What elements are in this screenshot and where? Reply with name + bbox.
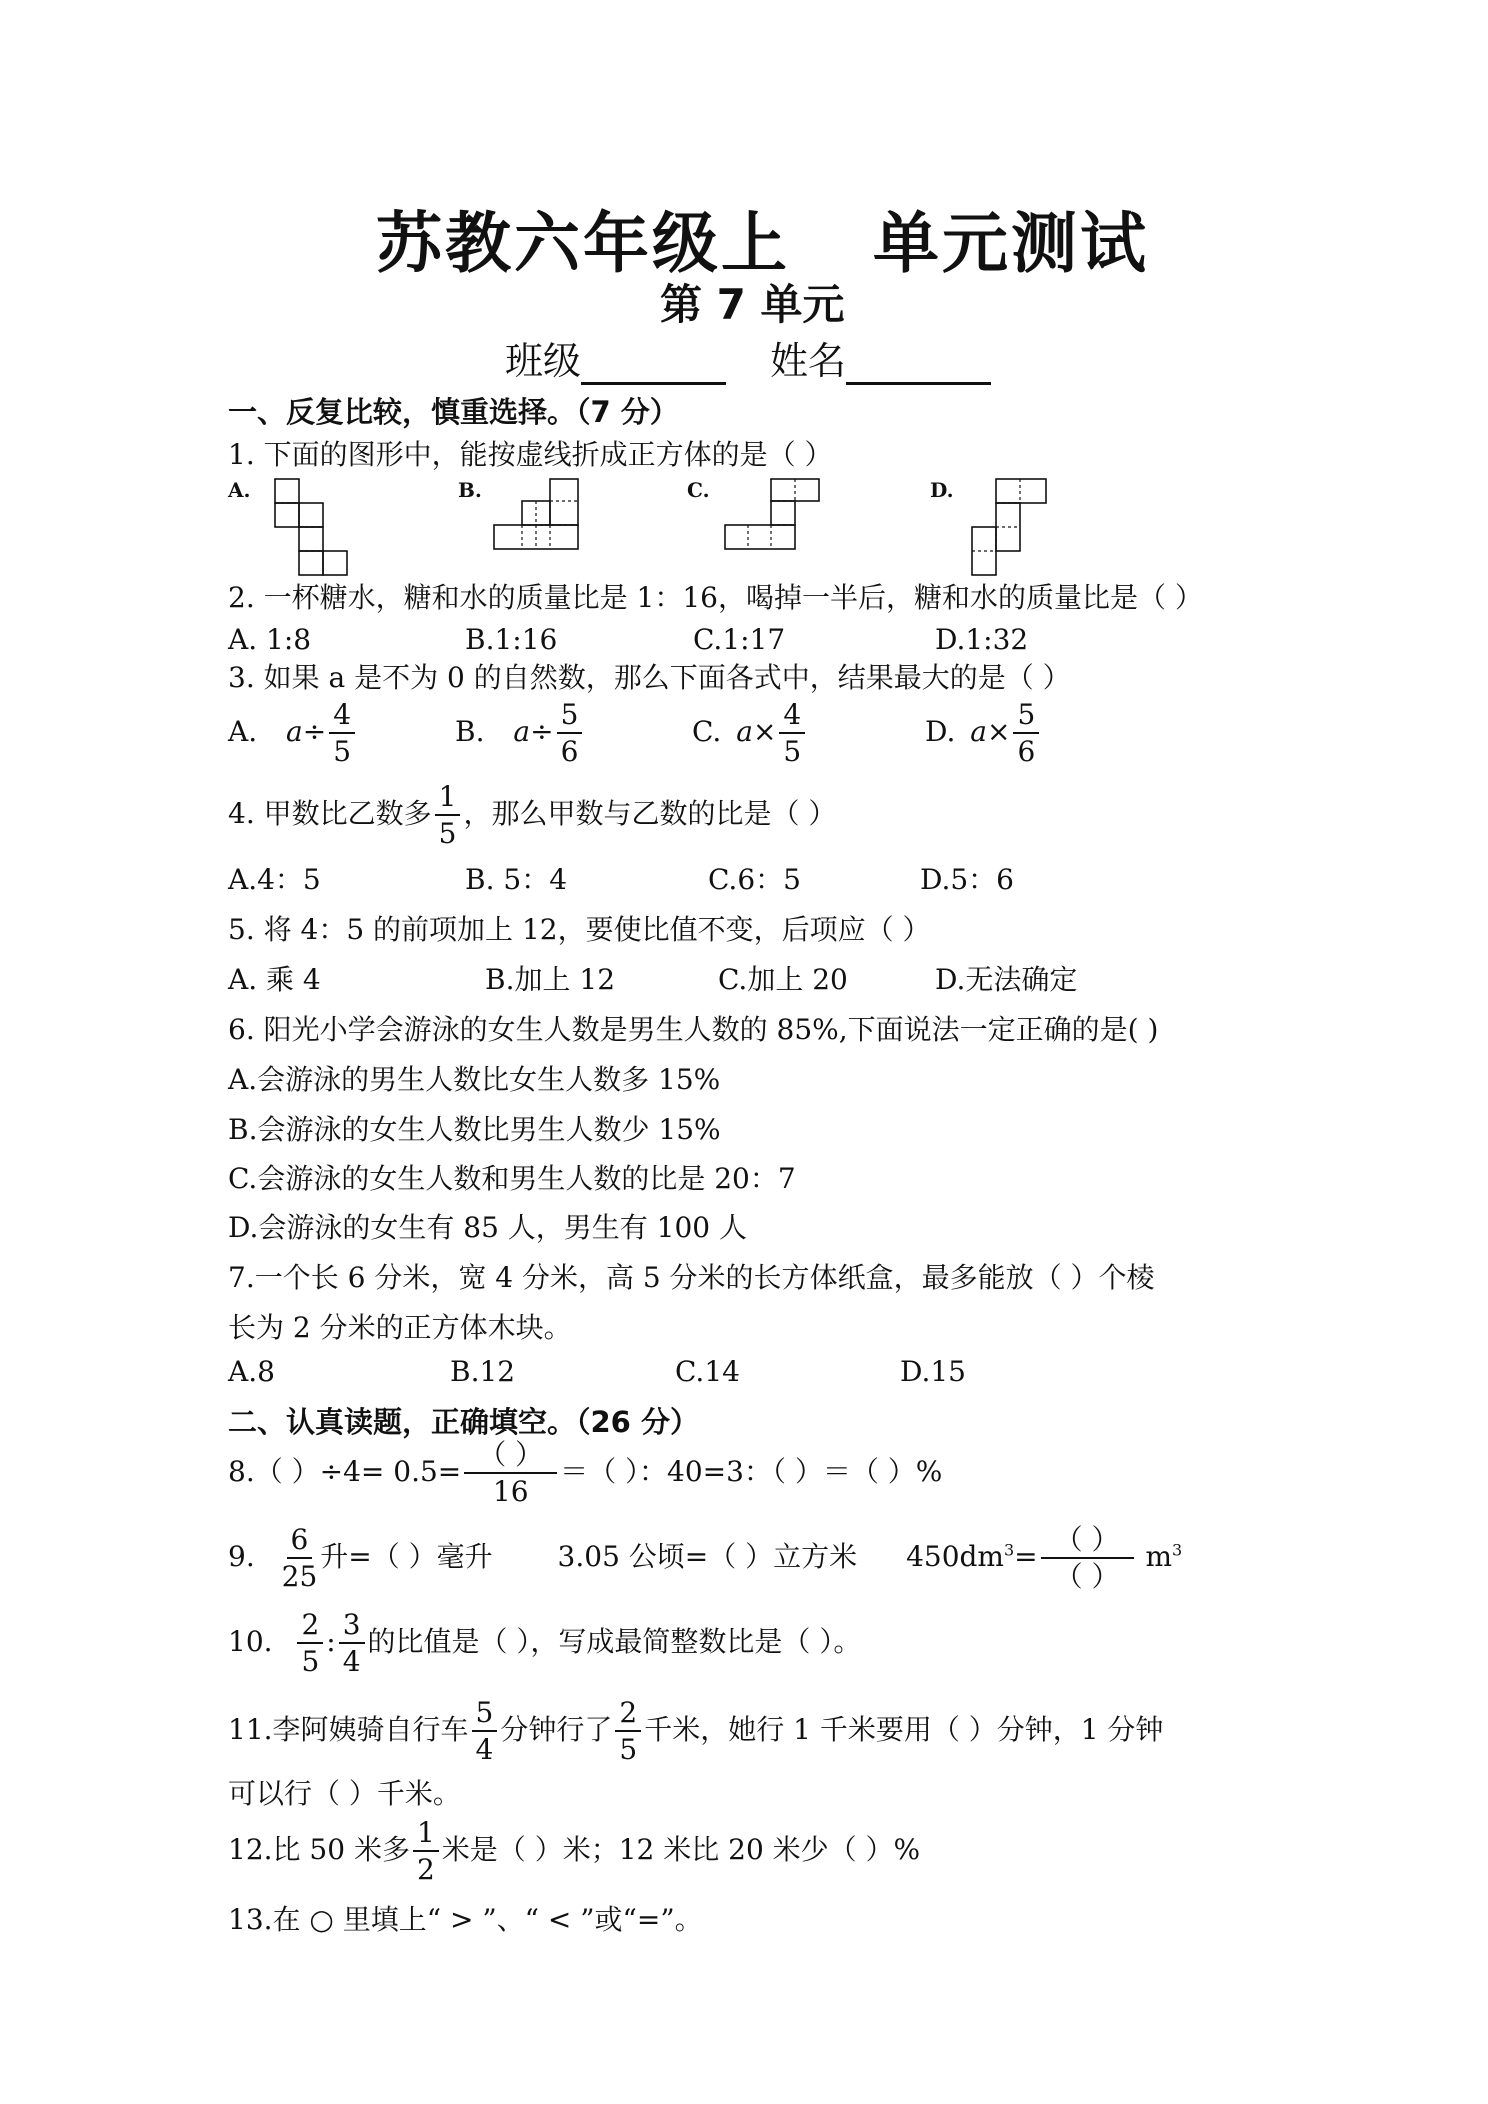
q3-a-var: a <box>286 714 303 748</box>
q3-d-fraction <box>1013 700 1039 767</box>
q12-text <box>228 1818 920 1885</box>
q10-n2: 3 <box>339 1610 365 1644</box>
q5-option-b[interactable]: B.加上 12 <box>485 963 616 996</box>
q1-net-b <box>492 477 582 552</box>
q12-pre: 12.比 50 米多 <box>228 1832 410 1866</box>
q3-d-var: a <box>970 714 987 748</box>
q3-d-num: 5 <box>1013 700 1039 734</box>
class-label: 班级 <box>505 339 582 383</box>
title-left: 苏教六年级上 <box>376 205 790 282</box>
q3-b-var: a <box>513 714 531 748</box>
title-right: 单元测试 <box>873 205 1149 282</box>
q8-post: ＝（ ）：40=3：（ ）＝（ ）% <box>560 1454 943 1488</box>
q3-option-d[interactable] <box>925 700 1042 767</box>
q3-b-label: B. <box>455 714 485 748</box>
q12-fraction <box>413 1818 439 1885</box>
q9-part-c-unit: m <box>1145 1539 1173 1573</box>
q3-d-label: D. <box>925 714 956 748</box>
q1-text: 1. 下面的图形中，能按虚线折成正方体的是（ ） <box>228 438 833 471</box>
q10-post: 的比值是（ ），写成最简整数比是（ ）。 <box>367 1624 862 1658</box>
q4-option-a[interactable]: A.4：5 <box>228 863 321 896</box>
q10-fraction-2 <box>339 1610 365 1677</box>
q4-text <box>228 782 836 849</box>
q4-option-b[interactable]: B. 5：4 <box>465 863 568 896</box>
q6-text: 6. 阳光小学会游泳的女生人数是男生人数的 85%,下面说法一定正确的是( ) <box>228 1013 1159 1046</box>
q9-part-c-pre: 450dm <box>906 1539 1004 1573</box>
q7-line2: 长为 2 分米的正方体木块。 <box>228 1311 572 1344</box>
q6-option-d[interactable]: D.会游泳的女生有 85 人，男生有 100 人 <box>228 1211 748 1244</box>
q5-text: 5. 将 4：5 的前项加上 12，要使比值不变，后项应（ ） <box>228 913 931 946</box>
q1-option-c-label[interactable]: C. <box>687 478 710 502</box>
q9-den: 25 <box>281 1560 318 1594</box>
q11-pre: 11.李阿姨骑自行车 <box>228 1712 469 1746</box>
q6-option-a[interactable]: A.会游泳的男生人数比女生人数多 15% <box>228 1063 721 1096</box>
q3-c-var: a <box>736 714 753 748</box>
q3-text: 3. 如果 a 是不为 0 的自然数，那么下面各式中，结果最大的是（ ） <box>228 661 1071 694</box>
q12-post: 米是（ ）米；12 米比 20 米少（ ）% <box>441 1832 921 1866</box>
q3-a-op: ÷ <box>302 714 327 748</box>
q8-text <box>228 1440 942 1507</box>
q11-fraction-2 <box>615 1698 641 1765</box>
q10-n1: 2 <box>297 1610 323 1644</box>
q11-line1 <box>228 1698 1163 1765</box>
q8-fraction <box>464 1440 557 1507</box>
q10-fraction-1 <box>297 1610 323 1677</box>
q3-option-a[interactable] <box>228 700 358 767</box>
q2-option-c[interactable]: C.1:17 <box>693 623 786 656</box>
q9-part-c-eq: = <box>1014 1539 1038 1573</box>
q5-option-d[interactable]: D.无法确定 <box>935 963 1078 996</box>
q7-line1: 7.一个长 6 分米，宽 4 分米，高 5 分米的长方体纸盒，最多能放（ ）个棱 <box>228 1261 1155 1294</box>
q9-part-b: 3.05 公顷=（ ）立方米 <box>557 1539 858 1573</box>
q4-option-d[interactable]: D.5：6 <box>920 863 1014 896</box>
q7-option-a[interactable]: A.8 <box>228 1355 275 1388</box>
q3-b-fraction <box>557 700 583 767</box>
q8-num[interactable]: （ ） <box>464 1440 557 1474</box>
q10-text <box>228 1610 861 1677</box>
class-field <box>505 330 726 385</box>
q11-d2: 5 <box>619 1733 638 1767</box>
q12-den: 2 <box>416 1853 435 1887</box>
q3-option-b[interactable] <box>455 700 585 767</box>
section2-heading: 二、认真读题，正确填空。（26 分） <box>228 1405 699 1439</box>
q6-option-b[interactable]: B.会游泳的女生人数比男生人数少 15% <box>228 1113 721 1146</box>
section1-heading: 一、反复比较，慎重选择。（7 分） <box>228 395 679 429</box>
q4-num: 1 <box>435 782 461 816</box>
q10-label: 10. <box>228 1624 273 1658</box>
q9-text <box>228 1525 1182 1592</box>
name-field <box>770 330 991 385</box>
q2-option-a[interactable]: A. 1:8 <box>228 623 312 656</box>
q1-net-d <box>970 477 1050 577</box>
q3-a-den: 5 <box>333 735 352 769</box>
q13-text: 13.在 ○ 里填上“ > ”、“ < ”或“=”。 <box>228 1903 703 1936</box>
q4-post: ，那么甲数与乙数的比是（ ） <box>463 796 837 830</box>
q2-option-b[interactable]: B.1:16 <box>465 623 558 656</box>
q3-c-label: C. <box>692 714 722 748</box>
q3-d-op: × <box>986 714 1011 748</box>
q4-option-c[interactable]: C.6：5 <box>708 863 801 896</box>
q3-c-op: × <box>752 714 777 748</box>
q9-part-c-unit-exp: 3 <box>1172 1540 1183 1560</box>
q10-d1: 5 <box>301 1645 320 1679</box>
q11-n2: 2 <box>615 1698 641 1732</box>
q3-a-fraction <box>329 700 355 767</box>
q1-net-a <box>270 477 350 577</box>
q2-option-d[interactable]: D.1:32 <box>935 623 1029 656</box>
class-blank[interactable] <box>581 344 726 385</box>
q12-num: 1 <box>413 1818 439 1852</box>
q1-option-b-label[interactable]: B. <box>458 478 482 502</box>
q3-d-den: 6 <box>1017 735 1036 769</box>
q9-part-a: 升=（ ）毫升 <box>320 1539 493 1573</box>
q3-c-num: 4 <box>779 700 805 734</box>
q3-a-num: 4 <box>329 700 355 734</box>
name-blank[interactable] <box>846 344 991 385</box>
q11-n1: 5 <box>472 1698 498 1732</box>
q11-d1: 4 <box>475 1733 494 1767</box>
q6-option-c[interactable]: C.会游泳的女生人数和男生人数的比是 20：7 <box>228 1162 796 1195</box>
q9-c-den[interactable]: （ ） <box>1054 1560 1120 1594</box>
q8-den: 16 <box>492 1475 529 1509</box>
q3-option-c[interactable] <box>692 700 808 767</box>
q9-c-num[interactable]: （ ） <box>1041 1525 1134 1559</box>
q3-c-den: 5 <box>783 735 802 769</box>
q11-mid: 分钟行了 <box>500 1712 613 1746</box>
q3-b-num: 5 <box>557 700 583 734</box>
q9-fraction <box>282 1525 318 1592</box>
q9-volume-fraction <box>1041 1525 1134 1592</box>
q1-option-a-label[interactable]: A. <box>228 478 251 502</box>
q9-part-c-exp: 3 <box>1003 1540 1015 1560</box>
q3-b-op: ÷ <box>530 714 554 748</box>
q2-text: 2. 一杯糖水，糖和水的质量比是 1：16，喝掉一半后，糖和水的质量比是（ ） <box>228 581 1203 614</box>
q1-option-d-label[interactable]: D. <box>930 478 954 502</box>
q4-pre: 4. 甲数比乙数多 <box>228 796 432 830</box>
q9-label: 9. <box>228 1539 255 1573</box>
q11-line2: 可以行（ ）千米。 <box>228 1777 461 1810</box>
q8-pre: 8.（ ）÷4= 0.5= <box>228 1454 462 1488</box>
q7-option-b[interactable]: B.12 <box>450 1355 516 1388</box>
q11-fraction-1 <box>472 1698 498 1765</box>
name-label: 姓名 <box>770 339 847 383</box>
q3-c-fraction <box>779 700 805 767</box>
q1-net-c <box>723 477 823 552</box>
q4-fraction <box>435 782 461 849</box>
q7-option-d[interactable]: D.15 <box>900 1355 966 1388</box>
q5-option-a[interactable]: A. 乘 4 <box>228 963 321 996</box>
q4-den: 5 <box>438 817 457 851</box>
q3-b-den: 6 <box>560 735 579 769</box>
q9-num: 6 <box>287 1525 313 1559</box>
q3-a-label: A. <box>228 714 258 748</box>
q11-post: 千米，她行 1 千米要用（ ）分钟，1 分钟 <box>644 1712 1164 1746</box>
q5-option-c[interactable]: C.加上 20 <box>718 963 848 996</box>
q10-colon: : <box>326 1624 336 1658</box>
q10-d2: 4 <box>342 1645 361 1679</box>
unit-title: 第 7 单元 <box>660 280 845 329</box>
q7-option-c[interactable]: C.14 <box>675 1355 740 1388</box>
